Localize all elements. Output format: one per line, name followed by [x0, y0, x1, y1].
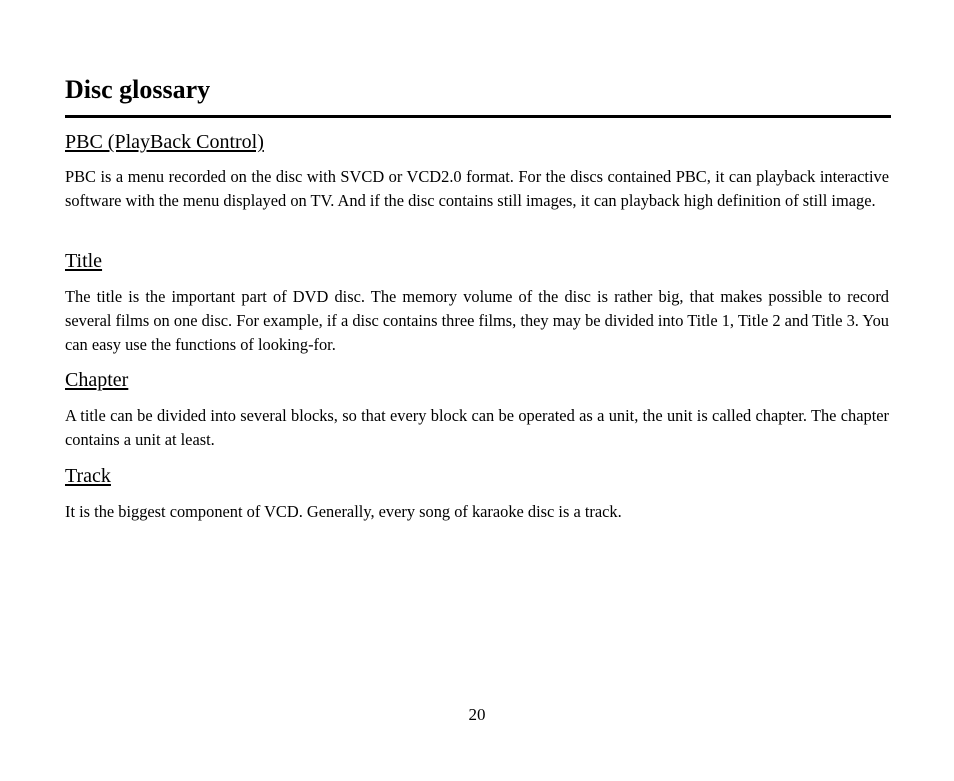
page-title: Disc glossary [65, 75, 211, 104]
page-number: 20 [468, 705, 486, 724]
glossary-definition-title: The title is the important part of DVD disc. The memory volume of the disc is rather big, that makes possible to record several films on one disc. For example, if a disc contains three films, they may be divided into Title 1, Title 2 and Title 3. You can easy use the functions of looking-for. [65, 287, 889, 354]
glossary-definition-chapter: A title can be divided into several blocks, so that every block can be operated as a unit, the unit is called chapter. The chapter contains a unit at least. [65, 406, 889, 449]
glossary-term-title: Title [65, 250, 103, 272]
glossary-term-pbc: PBC (PlayBack Control) [65, 131, 264, 153]
glossary-definition-pbc: PBC is a menu recorded on the disc with SVCD or VCD2.0 format. For the discs contained PBC, it can playback interactive software with the menu displayed on TV. And if the disc contains still images, it can playback high definition of still image. [65, 167, 889, 210]
glossary-definition-track: It is the biggest component of VCD. Generally, every song of karaoke disc is a track. [65, 502, 622, 521]
glossary-term-track: Track [65, 465, 111, 487]
glossary-term-chapter: Chapter [65, 369, 129, 391]
title-divider [65, 115, 891, 118]
